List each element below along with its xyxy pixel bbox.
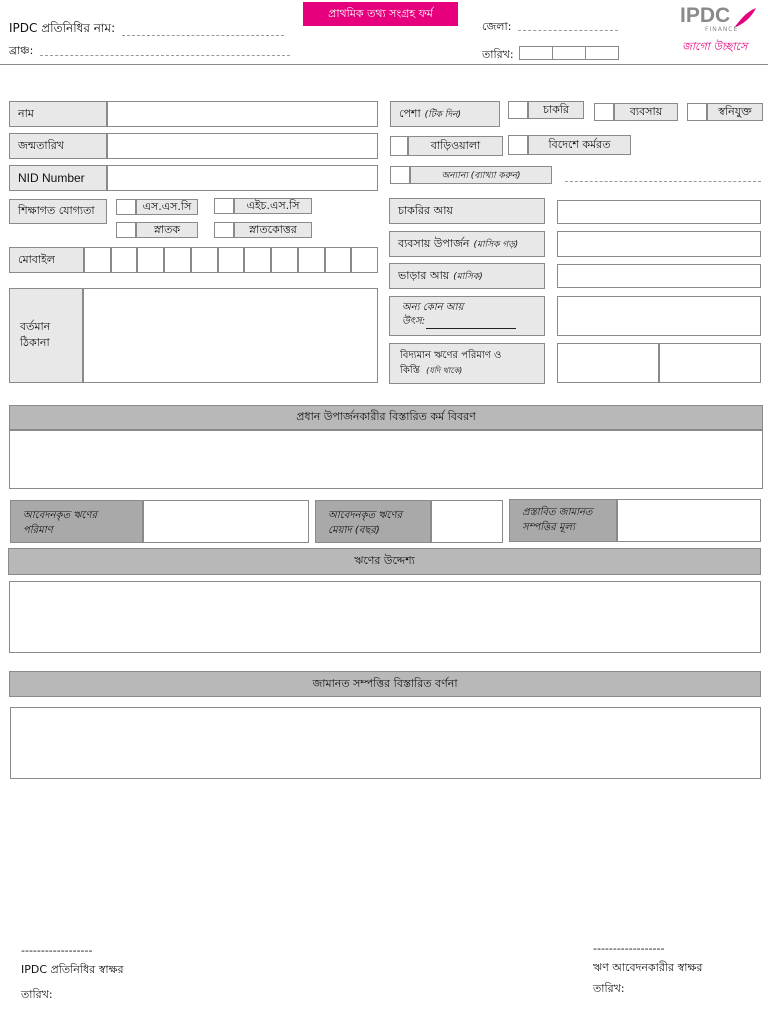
rent-income-field[interactable] xyxy=(557,264,761,288)
rep-name-field[interactable] xyxy=(122,26,284,36)
job-checkbox[interactable] xyxy=(508,101,528,119)
rent-income-label xyxy=(389,263,545,289)
mobile-digit-box[interactable] xyxy=(218,247,245,273)
mobile-digit-box[interactable] xyxy=(351,247,378,273)
postgraduate-checkbox[interactable] xyxy=(214,222,234,238)
address-label-line1: বর্তমান xyxy=(20,320,51,333)
loan-term-label xyxy=(315,500,431,543)
job-income-field[interactable] xyxy=(557,200,761,224)
collateral-details-header: জামানত সম্পত্তির বিস্তারিত বর্ণনা xyxy=(9,671,761,697)
ssc-option: এস.এস.সি xyxy=(136,199,198,215)
loan-amount-field[interactable] xyxy=(143,500,309,543)
existing-loan-installment-field[interactable] xyxy=(659,343,761,383)
work-details-header: প্রধান উপার্জনকারীর বিস্তারিত কর্ম বিবরণ xyxy=(9,405,763,430)
name-field[interactable] xyxy=(107,101,378,127)
date-label: তারিখ: xyxy=(482,48,514,61)
graduate-checkbox[interactable] xyxy=(116,222,136,238)
rep-name-label: IPDC প্রতিনিধির নাম: xyxy=(9,21,116,35)
date-box-year[interactable] xyxy=(585,46,619,60)
existing-loan-text2: কিস্তি xyxy=(400,365,420,376)
business-checkbox[interactable] xyxy=(594,103,614,121)
ssc-checkbox[interactable] xyxy=(116,199,136,215)
other-income-source-field[interactable] xyxy=(426,319,516,329)
address-label xyxy=(9,288,83,383)
business-option: ব্যবসায় xyxy=(614,103,678,121)
mobile-digit-box[interactable] xyxy=(298,247,325,273)
nid-field[interactable] xyxy=(107,165,378,191)
existing-loan-amount-field[interactable] xyxy=(557,343,659,383)
applicant-signature-block xyxy=(593,942,763,999)
mobile-digit-box[interactable] xyxy=(84,247,111,273)
hsc-option: এইচ.এস.সি xyxy=(234,198,312,214)
other-income-source-row xyxy=(402,315,544,329)
mobile-digit-box[interactable] xyxy=(244,247,271,273)
branch-field[interactable] xyxy=(40,46,290,56)
loan-term-line1: আবেদনকৃত ঋণের xyxy=(328,510,402,521)
graduate-option: স্নাতক xyxy=(136,222,198,238)
date-box-month[interactable] xyxy=(552,46,586,60)
mobile-digit-box[interactable] xyxy=(271,247,298,273)
business-income-label xyxy=(389,231,545,257)
hsc-checkbox[interactable] xyxy=(214,198,234,214)
job-income-label: চাকরির আয় xyxy=(389,198,545,224)
loan-term-line2: মেয়াদ (বছর) xyxy=(328,525,380,536)
loan-amount-line2: পরিমাণ xyxy=(23,525,53,536)
mobile-digit-box[interactable] xyxy=(137,247,164,273)
existing-loan-label xyxy=(389,343,545,384)
business-income-field[interactable] xyxy=(557,231,761,257)
mobile-digit-box[interactable] xyxy=(325,247,352,273)
collateral-value-label xyxy=(509,499,617,542)
job-option: চাকরি xyxy=(528,101,584,119)
collateral-value-line2: সম্পত্তির মূল্য xyxy=(522,522,575,533)
logo-tagline: জাগো উচ্ছাসে xyxy=(682,40,748,53)
business-income-text: ব্যবসায় উপার্জন xyxy=(398,236,470,250)
rep-signature-line[interactable]: ------------------ xyxy=(21,944,93,957)
logo-wordmark: IPDC xyxy=(680,4,731,27)
address-label-line2: ঠিকানা xyxy=(20,336,50,349)
work-details-field[interactable] xyxy=(9,430,763,489)
collateral-value-line1: প্রস্তাবিত জামানত xyxy=(522,507,593,518)
education-label: শিক্ষাগত যোগ্যতা xyxy=(9,199,107,224)
branch-label: ব্রাঞ্চ: xyxy=(9,44,34,57)
applicant-signature-line[interactable]: ------------------ xyxy=(593,942,665,955)
loan-term-field[interactable] xyxy=(431,500,503,543)
occupation-label-text: পেশা xyxy=(399,106,421,120)
other-occupation-checkbox[interactable] xyxy=(390,166,410,184)
mobile-label: মোবাইল xyxy=(9,247,84,273)
existing-loan-text: বিদ্যমান ঋণের পরিমাণ ও xyxy=(400,350,502,361)
other-income-label xyxy=(389,296,545,336)
abroad-option: বিদেশে কর্মরত xyxy=(528,135,631,155)
mobile-digit-box[interactable] xyxy=(191,247,218,273)
logo-sub: FINANCE xyxy=(705,26,739,33)
applicant-signature-date: তারিখ: xyxy=(593,982,625,995)
mobile-digit-box[interactable] xyxy=(111,247,138,273)
mobile-digit-box[interactable] xyxy=(164,247,191,273)
header-divider xyxy=(0,64,768,65)
occupation-label xyxy=(390,101,500,127)
date-box-day[interactable] xyxy=(519,46,553,60)
existing-loan-hint: (যদি থাকে) xyxy=(426,366,463,375)
landlord-option: বাড়িওয়ালা xyxy=(408,136,503,156)
self-employed-checkbox[interactable] xyxy=(687,103,707,121)
nid-label: NID Number xyxy=(9,165,107,191)
rent-income-text: ভাড়ার আয় xyxy=(398,268,450,282)
existing-loan-row2 xyxy=(400,363,544,378)
form-title: প্রাথমিক তথ্য সংগ্রহ ফর্ম xyxy=(303,2,458,26)
loan-amount-label xyxy=(10,500,143,543)
postgraduate-option: স্নাতকোত্তর xyxy=(234,222,312,238)
rep-signature-date: তারিখ: xyxy=(21,988,53,1001)
occupation-label-hint: (টিক দিন) xyxy=(424,109,461,120)
mobile-digit-boxes[interactable] xyxy=(84,247,378,273)
other-income-text: অন্য কোন আয় xyxy=(402,302,464,313)
collateral-value-field[interactable] xyxy=(617,499,761,542)
name-label: নাম xyxy=(9,101,107,127)
loan-amount-line1: আবেদনকৃত ঋণের xyxy=(23,510,97,521)
dob-field[interactable] xyxy=(107,133,378,159)
district-field[interactable] xyxy=(518,21,618,31)
other-income-source-label: উৎস: xyxy=(402,316,426,327)
other-income-field[interactable] xyxy=(557,296,761,336)
self-employed-option: স্বনিযুক্ত xyxy=(707,103,763,121)
dob-label: জন্মতারিখ xyxy=(9,133,107,159)
loan-purpose-header: ঋণের উদ্দেশ্য xyxy=(8,548,761,575)
rep-signature-label: IPDC প্রতিনিধির স্বাক্ষর xyxy=(21,963,124,976)
other-occupation-option: অন্যান্য (ব্যাখ্যা করুন) xyxy=(410,166,552,184)
rent-income-hint: (মাসিক) xyxy=(453,271,483,282)
address-field[interactable] xyxy=(83,288,378,383)
rep-signature-block xyxy=(21,944,221,1005)
abroad-checkbox[interactable] xyxy=(508,135,528,155)
collateral-details-field[interactable] xyxy=(10,707,761,779)
applicant-signature-label: ঋণ আবেদনকারীর স্বাক্ষর xyxy=(593,961,703,974)
landlord-checkbox[interactable] xyxy=(390,136,408,156)
other-occupation-field[interactable] xyxy=(565,172,761,182)
ipdc-logo xyxy=(680,4,760,56)
loan-purpose-field[interactable] xyxy=(9,581,761,653)
district-label: জেলা: xyxy=(482,20,512,33)
business-income-hint: (মাসিক গড়) xyxy=(473,239,519,250)
